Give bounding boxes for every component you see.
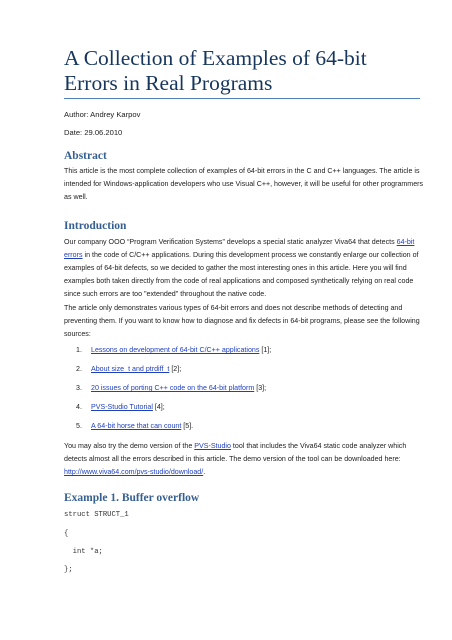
abstract-text: This article is the most complete collection of examples of 64-bit errors in the C and C++ languages. The article is intended for Windows-application developers who use Visual C++, however, it will be useful for other programmers as well. [64,167,424,201]
code-line: }; [64,566,73,574]
code-line: { [64,530,69,538]
author-line: Author: Andrey Karpov [64,110,141,119]
intro-p3-end: . [203,468,206,476]
list-number: 2. [76,365,82,373]
link-download-url[interactable]: http://www.viva64.com/pvs-studio/download/ [64,468,204,476]
abstract-heading: Abstract [64,150,107,162]
source-link-64-bit-horse[interactable]: A 64-bit horse that can count [91,422,182,430]
list-number: 1. [76,346,82,354]
code-line: int *a; [64,548,103,556]
list-number: 5. [76,422,82,430]
list-item [64,382,424,401]
list-number: 4. [76,403,82,411]
list-item [64,363,424,382]
intro-paragraph-1 [64,236,424,301]
list-number: 3. [76,384,82,392]
intro-paragraph-2 [64,302,424,341]
list-item [64,401,424,420]
source-ref: [4]; [152,403,165,411]
link-pvs-studio[interactable]: PVS-Studio [194,442,231,450]
source-link-20-issues[interactable]: 20 issues of porting C++ code on the 64-bit platform [91,384,255,392]
source-ref: [5]. [181,422,194,430]
date-line: Date: 29.06.2010 [64,128,123,137]
source-link-size-t[interactable]: About size_t and ptrdiff_t [91,365,170,373]
intro-p1-start: Our company OOO “Program Verification Systems” develops a special static analyzer Viva64 that detects [64,238,397,246]
abstract-paragraph [64,165,424,204]
list-item [64,420,424,439]
source-ref: [2]; [169,365,182,373]
example-1-heading: Example 1. Buffer overflow [64,492,200,504]
intro-p3-start: You may also try the demo version of the [64,442,195,450]
intro-p3-middle: tool that includes the Viva64 static code analyzer which detects almost all the errors described in this article. The demo version of the tool can be downloaded here: [64,442,407,463]
code-line: struct STRUCT_1 [64,511,129,519]
source-link-lessons[interactable]: Lessons on development of 64-bit C/C++ applications [91,346,260,354]
intro-paragraph-3 [64,440,424,479]
introduction-heading: Introduction [64,220,127,232]
document-title: A Collection of Examples of 64-bit Errors in Real Programs [64,46,367,95]
title-underline [64,98,420,99]
source-ref: [3]; [254,384,267,392]
intro-p2-text: The article only demonstrates various types of 64-bit errors and does not describe methods of detecting and preventing them. If you want to know how to diagnose and fix defects in 64-bit programs, please see the following sources: [64,304,420,338]
source-ref: [1]; [259,346,272,354]
link-64-bit-errors[interactable]: 64-bit errors [64,238,415,259]
sources-list [64,344,424,439]
source-link-pvs-tutorial[interactable]: PVS-Studio Tutorial [91,403,153,411]
list-item [64,344,424,363]
intro-p1-rest: in the code of C/C++ applications. During this development process we constantly enlarge our collection of examples of 64-bit defects, so we decided to gather the most interesting ones in this article. Here you will find examples both taken directly from the code of real applications and composed synthetically relying on real code since such errors are too "extended" throughout the native code. [64,251,419,298]
